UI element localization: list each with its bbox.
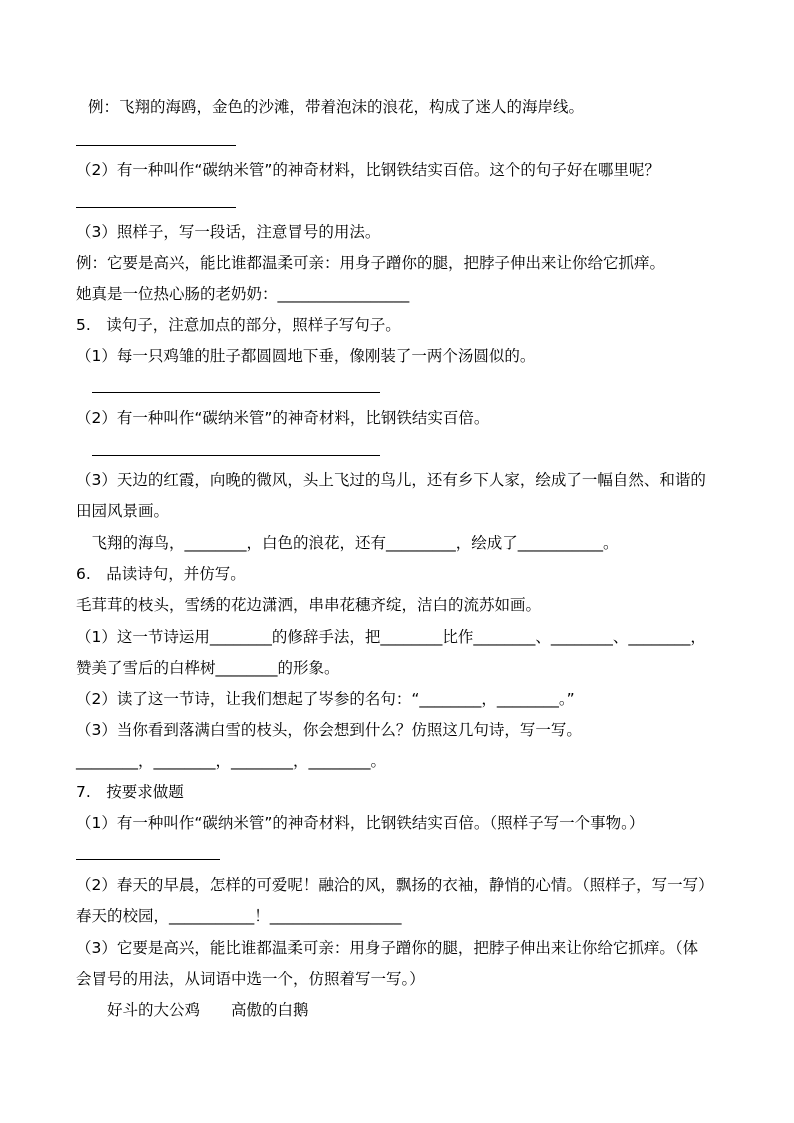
question-4-3: （3）照样子，写一段话，注意冒号的用法。 [76,223,381,241]
question-6-1-cont: 赞美了雪后的白桦树________的形象。 [76,659,340,677]
word-choices: 好斗的大公鸡 高傲的白鹅 [76,1001,309,1019]
fill-in-poem: ________，________，________，________。 [76,752,387,770]
question-7-3: （3）它要是高兴，能比谁都温柔可亲：用身子蹭你的腿，把脖子伸出来让你给它抓痒。（体 [76,939,699,957]
question-7-3-cont: 会冒号的用法，从词语中选一个，仿照着写一写。） [76,970,425,988]
question-6-heading: 6. 品读诗句，并仿写。 [76,565,246,583]
answer-line[interactable] [76,207,236,208]
fill-in-grandma: 她真是一位热心肠的老奶奶：_________________ [76,285,410,303]
answer-line[interactable] [92,455,380,456]
question-6-3: （3）当你看到落满白雪的枝头，你会想到什么？仿照这几句诗，写一写。 [76,721,582,739]
question-6-2: （2）读了这一节诗，让我们想起了岑参的名句：“________，________。” [76,690,575,708]
question-5-2: （2）有一种叫作“碳纳米管”的神奇材料，比钢铁结实百倍。 [76,409,490,427]
answer-line[interactable] [76,145,236,146]
example-sentence-seagull: 例：飞翔的海鸥，金色的沙滩，带着泡沫的浪花，构成了迷人的海岸线。 [88,98,585,116]
poem-lines: 毛茸茸的枝头，雪绣的花边潇洒，串串花穗齐绽，洁白的流苏如画。 [76,596,542,614]
question-4-2: （2）有一种叫作“碳纳米管”的神奇材料，比钢铁结实百倍。这个的句子好在哪里呢？ [76,161,660,179]
question-5-3-cont: 田园风景画。 [76,502,170,520]
question-5-heading: 5. 读句子，注意加点的部分，照样子写句子。 [76,316,401,334]
fill-in-spring-campus: 春天的校园，___________！_________________ [76,907,402,925]
example-sentence-colon: 例：它要是高兴，能比谁都温柔可亲：用身子蹭你的腿，把脖子伸出来让你给它抓痒。 [76,254,666,272]
question-6-1: （1）这一节诗运用________的修辞手法，把________比作________、________、________， [76,628,706,646]
question-5-1: （1）每一只鸡雏的肚子都圆圆地下垂，像刚装了一两个汤圆似的。 [76,347,536,365]
question-7-heading: 7. 按要求做题 [76,783,184,801]
question-5-3: （3）天边的红霞，向晚的微风，头上飞过的鸟儿，还有乡下人家，绘成了一幅自然、和谐的 [76,471,706,489]
answer-line[interactable] [76,859,220,860]
question-7-1: （1）有一种叫作“碳纳米管”的神奇材料，比钢铁结实百倍。（照样子写一个事物。） [76,814,645,832]
fill-in-seabird: 飞翔的海鸟，________，白色的浪花，还有_________，绘成了___________。 [76,534,619,552]
question-7-2: （2）春天的早晨，怎样的可爱呢！融洽的风，飘扬的衣袖，静悄的心情。（照样子，写一写） [76,876,714,894]
answer-line[interactable] [92,392,380,393]
